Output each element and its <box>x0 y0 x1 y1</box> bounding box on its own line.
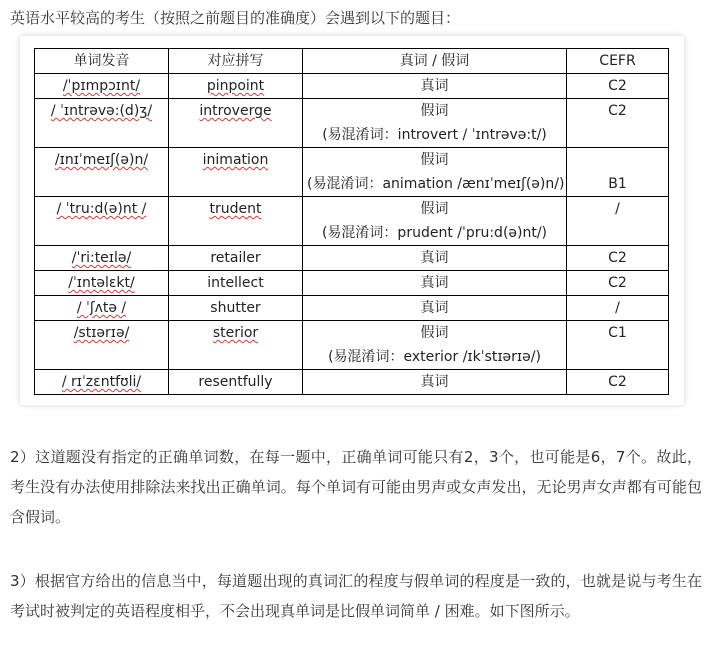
table-row <box>35 271 669 296</box>
table-row <box>35 148 669 197</box>
ipa-text: / rɪˈzɛntfʊli/ <box>61 374 142 390</box>
table-row <box>35 321 669 370</box>
status-text: 真词 <box>420 374 449 390</box>
table-row <box>35 370 669 395</box>
header-spelling: 对应拼写 <box>169 49 303 74</box>
cell-cefr <box>567 296 669 321</box>
confusion-text: (易混淆词：prudent /ˈpru:d(ə)nt/) <box>321 225 548 241</box>
confusion-text: (易混淆词：exterior /ɪkˈstɪərɪə/) <box>328 349 541 365</box>
header-cefr: CEFR <box>567 49 669 74</box>
cell-word <box>169 148 303 197</box>
cell-word <box>169 99 303 148</box>
cell-cefr <box>567 370 669 395</box>
table-row <box>35 197 669 246</box>
cell-word <box>169 246 303 271</box>
cell-status <box>303 370 567 395</box>
cell-status <box>303 197 567 246</box>
status-text: 真词 <box>420 250 449 266</box>
cell-ipa <box>35 148 169 197</box>
ipa-text: / ˈtru:d(ə)nt / <box>56 201 147 217</box>
cell-ipa <box>35 296 169 321</box>
cell-status <box>303 296 567 321</box>
table-row <box>35 246 669 271</box>
cell-cefr <box>567 148 669 197</box>
cell-cefr <box>567 271 669 296</box>
cell-status <box>303 321 567 370</box>
cefr-text: C2 <box>608 78 627 94</box>
word-text: resentfully <box>198 374 273 390</box>
cell-ipa <box>35 197 169 246</box>
cefr-text: C2 <box>608 275 627 291</box>
word-text: introverge <box>199 103 272 119</box>
word-text: pinpoint <box>206 78 265 94</box>
word-text: sterior <box>212 325 259 341</box>
cefr-text: / <box>615 300 620 316</box>
ipa-text: /ɪnɪˈmeɪʃ(ə)n/ <box>54 152 149 168</box>
header-real-fake: 真词 / 假词 <box>303 49 567 74</box>
vocab-table-card <box>20 36 684 405</box>
cell-word <box>169 296 303 321</box>
cell-word <box>169 370 303 395</box>
word-text: inimation <box>202 152 269 168</box>
word-text: trudent <box>209 201 262 217</box>
status-text: 假词 <box>420 103 449 119</box>
header-pronunciation: 单词发音 <box>35 49 169 74</box>
ipa-text: /stɪərɪə/ <box>73 325 130 341</box>
cell-ipa <box>35 271 169 296</box>
ipa-text: /ˈpɪmpɔɪnt/ <box>62 78 141 94</box>
cefr-text: / <box>615 201 620 217</box>
cell-word <box>169 74 303 99</box>
cell-word <box>169 271 303 296</box>
paragraph-2: 2）这道题没有指定的正确单词数，在每一题中，正确单词可能只有2，3个，也可能是6，7个。故此，考生没有办法使用排除法来找出正确单词。每个单词有可能由男声或女声发出，无论男声女声都有可能包含假词。 <box>10 448 702 526</box>
cell-status <box>303 246 567 271</box>
status-text: 假词 <box>420 201 449 217</box>
table-header-row <box>35 49 669 74</box>
word-text: retailer <box>210 250 261 266</box>
cell-word <box>169 321 303 370</box>
paragraph-3: 3）根据官方给出的信息当中，每道题出现的真词汇的程度与假单词的程度是一致的，也就是说与考生在考试时被判定的英语程度相乎，不会出现真单词是比假单词简单 / 困难。如下图所示。 <box>10 572 702 620</box>
cell-ipa <box>35 99 169 148</box>
confusion-text: (易混淆词：animation /ænɪˈmeɪʃ(ə)n/) <box>307 176 565 192</box>
status-text: 真词 <box>420 275 449 291</box>
cell-ipa <box>35 321 169 370</box>
cell-status <box>303 271 567 296</box>
cell-cefr <box>567 99 669 148</box>
cell-cefr <box>567 197 669 246</box>
word-text: intellect <box>207 275 264 291</box>
table-row <box>35 99 669 148</box>
cell-ipa <box>35 246 169 271</box>
cell-ipa <box>35 74 169 99</box>
status-text: 假词 <box>420 325 449 341</box>
cell-cefr <box>567 321 669 370</box>
status-text: 真词 <box>420 78 449 94</box>
cell-ipa <box>35 370 169 395</box>
cell-cefr <box>567 246 669 271</box>
cefr-text: C2 <box>608 103 627 119</box>
cell-status <box>303 148 567 197</box>
vocab-table <box>34 48 669 395</box>
cell-status <box>303 74 567 99</box>
status-text: 假词 <box>420 152 449 168</box>
intro-text: 英语水平较高的考生（按照之前题目的准确度）会遇到以下的题目： <box>10 9 461 27</box>
ipa-text: /ˈɪntəlɛkt/ <box>68 275 135 291</box>
ipa-text: /ˈri:teɪlə/ <box>71 250 132 266</box>
table-row <box>35 296 669 321</box>
ipa-text: / ˈɪntrəvə:(d)ʒ/ <box>50 103 153 119</box>
cell-word <box>169 197 303 246</box>
confusion-text: (易混淆词：introvert / ˈɪntrəvə:t/) <box>322 127 547 143</box>
cefr-text: B1 <box>608 176 627 192</box>
ipa-text: / ˈʃʌtə / <box>76 300 127 316</box>
status-text: 真词 <box>420 300 449 316</box>
cefr-text: C2 <box>608 250 627 266</box>
word-text: shutter <box>210 300 261 316</box>
table-row <box>35 74 669 99</box>
cell-status <box>303 99 567 148</box>
cell-cefr <box>567 74 669 99</box>
cefr-text: C2 <box>608 374 627 390</box>
cefr-text: C1 <box>608 325 627 341</box>
